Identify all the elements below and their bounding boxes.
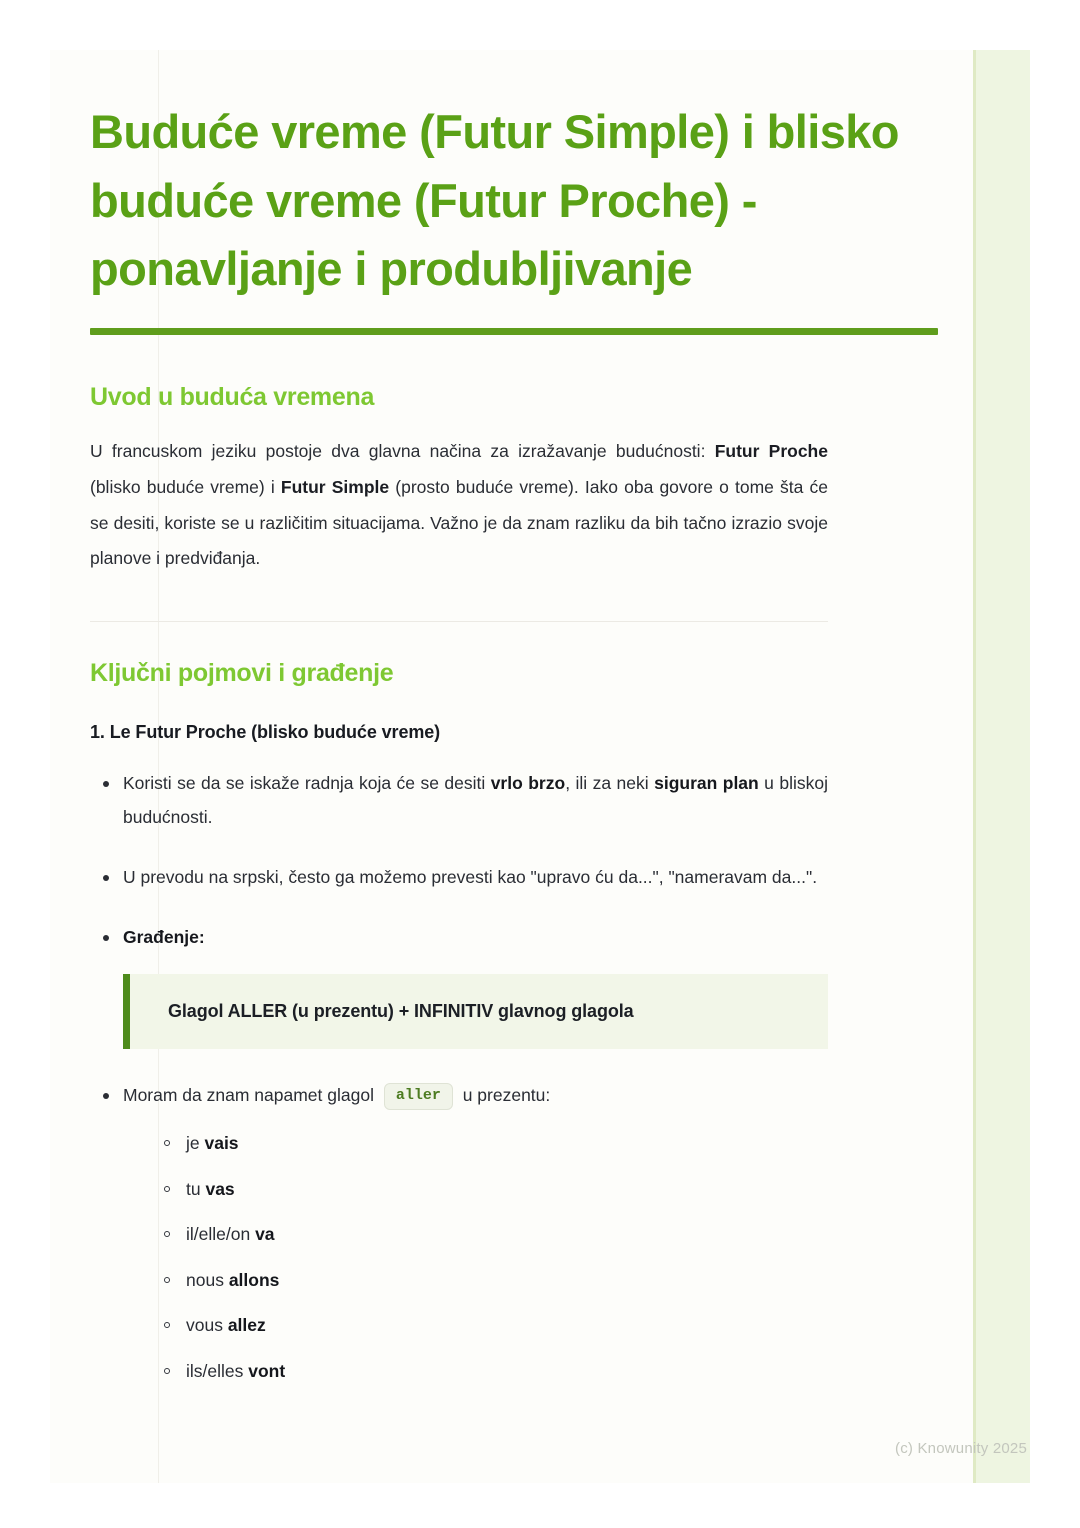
conjugation-form: allons (228, 1269, 280, 1290)
conjugation-pronoun: il/elle/on (186, 1224, 256, 1245)
code-chip-aller: aller (384, 1083, 453, 1110)
conjugation-pronoun: nous (186, 1269, 229, 1290)
conjugation-form: allez (227, 1315, 266, 1336)
list-item: U prevodu na srpski, često ga možemo prevesti kao "upravo ću da...", "nameravam da...". (90, 861, 828, 895)
bullet1-part1: Koristi se da se iskaže radnja koja će se desiti (123, 773, 491, 794)
list-item (90, 1079, 828, 1113)
intro-text-part1: U francuskom jeziku postoje dva glavna načina za izražavanje budućnosti: (90, 440, 715, 461)
bullet3-label-gradjenje: Građenje: (123, 926, 205, 947)
subsection-heading-futur-proche: 1. Le Futur Proche (blisko buduće vreme) (90, 722, 441, 743)
section-heading-key-concepts: Ključni pojmovi i građenje (90, 659, 394, 688)
list-item (160, 1268, 980, 1293)
title-divider (90, 328, 938, 335)
aller-intro-list (90, 1079, 980, 1113)
watermark: (c) Knowunity 2025 (895, 1440, 1028, 1457)
side-strip (976, 50, 1030, 1483)
conjugation-form: vais (204, 1133, 239, 1154)
bullet1-bold-vrlo-brzo: vrlo brzo (490, 773, 566, 794)
document-page (50, 50, 1030, 1483)
list-item (160, 1222, 980, 1247)
conjugation-pronoun: tu (186, 1178, 206, 1199)
intro-bold-futur-simple: Futur Simple (280, 476, 390, 497)
section-divider (90, 621, 828, 622)
list-item (90, 921, 828, 955)
bullet1-part3: u bliskoj budućnosti. (123, 773, 828, 828)
formula-callout (123, 974, 828, 1049)
content-column (90, 50, 980, 1483)
intro-paragraph (90, 434, 828, 578)
list-item (160, 1313, 980, 1338)
section-heading-intro: Uvod u buduća vremena (90, 382, 375, 411)
conjugation-pronoun: vous (186, 1315, 228, 1336)
conjugation-form: va (255, 1224, 275, 1245)
conjugation-form: vas (205, 1178, 235, 1199)
futur-proche-bullet-list (90, 767, 980, 954)
bullet4-part1: Moram da znam napamet glagol (123, 1085, 379, 1106)
list-item (160, 1131, 980, 1156)
formula-text: Glagol ALLER (u prezentu) + INFINITIV glavnog glagola (168, 1001, 634, 1022)
bullet1-part2: , ili za neki (565, 773, 655, 794)
bullet1-bold-siguran-plan: siguran plan (654, 773, 759, 794)
aller-conjugation-list (160, 1131, 980, 1383)
conjugation-form: vont (248, 1360, 286, 1381)
list-item (90, 767, 828, 835)
bullet4-part2: u prezentu: (457, 1085, 551, 1106)
list-item (160, 1359, 980, 1384)
conjugation-pronoun: je (186, 1133, 205, 1154)
conjugation-pronoun: ils/elles (186, 1360, 249, 1381)
intro-bold-futur-proche: Futur Proche (714, 440, 828, 461)
list-item (160, 1177, 980, 1202)
page-title: Buduće vreme (Futur Simple) i blisko buduće vreme (Futur Proche) - ponavljanje i produbljivanje (90, 105, 899, 296)
intro-text-part2: (blisko buduće vreme) i (90, 476, 281, 497)
intro-text-part3: (prosto buduće vreme). Iako oba govore o tome šta će se desiti, koriste se u različitim situacijama. Važno je da znam razliku da bih tačno izrazio svoje planove i predviđanja. (90, 476, 828, 569)
